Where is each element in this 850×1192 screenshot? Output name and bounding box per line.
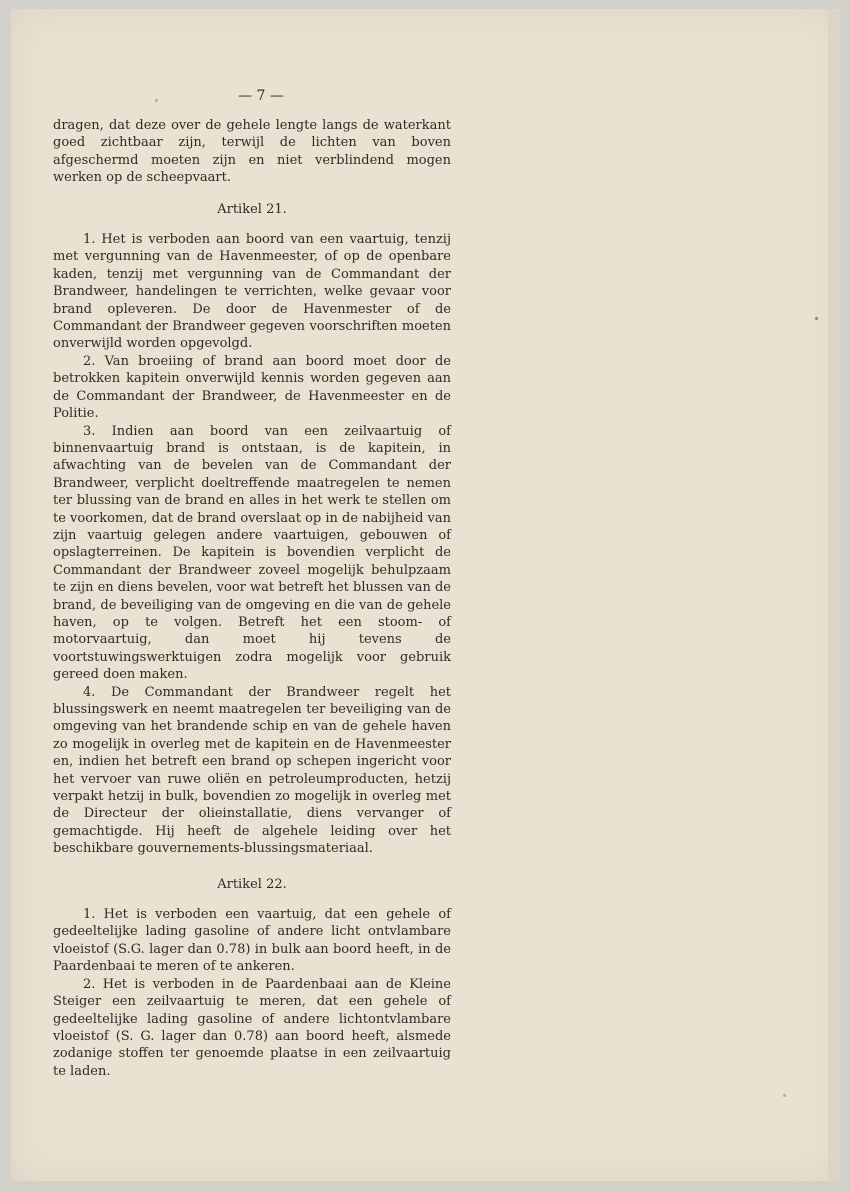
article-22-paragraph-1: 1. Het is verboden een vaartuig, dat een gehele of gedeeltelijke lading gasoline of andere licht ontvlambare vloeistof (S.G. lager dan 0.78) in bulk aan boord heeft, in de Paardenbaai te meren of te ankeren. (53, 907, 451, 975)
page-edge (828, 9, 840, 1181)
article-22-paragraph-2: 2. Het is verboden in de Paardenbaai aan de Kleine Steiger een zeilvaartuig te meren, dat een gehele of gedeeltelijke lading gasoline of andere lichtontvlambare vloeistof (S. G. lager dan 0.78) aan boord heeft, alsmede zodanige stoffen ter genoemde plaatse in een zeilvaartuig te laden. (53, 976, 451, 1079)
page-number: — 7 — (238, 88, 284, 104)
article-21-paragraph-4: 4. De Commandant der Brandweer regelt het blussingswerk en neemt maatregelen ter beveiliging van de omgeving van het brandende schip en van de gehele haven zo mogelijk in overleg met de kapitein en de Havenmeester en, indien het betreft een brand op schepen ingericht voor het vervoer van ruwe oliën en petroleumproducten, hetzij verpakt hetzij in bulk, bovendien zo mogelijk in overleg met de Directeur der olieinstallatie, diens vervanger of gemachtigde. Hij heeft de algehele leiding over het beschikbare gouvernements-blussingsmateriaal. (53, 684, 451, 857)
body-text (53, 117, 451, 1080)
article-22-heading: Artikel 22. (217, 876, 287, 892)
paper-speck (783, 1094, 786, 1097)
paper-speck (155, 99, 158, 102)
document-page (11, 9, 840, 1181)
article-21-paragraph-3: 3. Indien aan boord van een zeilvaartuig of binnenvaartuig brand is ontstaan, is de kapitein, in afwachting van de bevelen van de Commandant der Brandweer, verplicht doeltreffende maatregelen te nemen ter blussing van de brand en alles in het werk te stellen om te voorkomen, dat de brand overslaat op in de nabijheid van zijn vaartuig gelegen andere vaartuigen, gebouwen of opslagterreinen. De kapitein is bovendien verplicht de Commandant der Brandweer zoveel mogelijk behulpzaam te zijn en diens bevelen, voor wat betreft het blussen van de brand, de beveiliging van de omgeving en die van de gehele haven, op te volgen. Betreft het een stoom- of motorvaartuig, dan moet hij tevens de voortstuwingswerktuigen zodra mogelijk voor gebruik gereed doen maken. (53, 423, 452, 683)
paper-speck (815, 317, 818, 320)
intro-paragraph: dragen, dat deze over de gehele lengte langs de waterkant goed zichtbaar zijn, terwijl de lichten van boven afgeschermd moeten zijn en niet verblindend mogen werken op de scheepvaart. (53, 118, 451, 186)
article-21-heading: Artikel 21. (217, 201, 287, 217)
article-21-paragraph-1: 1. Het is verboden aan boord van een vaartuig, tenzij met vergunning van de Havenmeester, of op de openbare kaden, tenzij met vergunning van de Commandant der Brandweer, handelingen te verrichten, welke gevaar voor brand opleveren. De door de Havenmester of de Commandant der Brandweer gegeven voorschriften moeten onverwijld worden opgevolgd. (53, 232, 451, 352)
article-21-paragraph-2: 2. Van broeiing of brand aan boord moet door de betrokken kapitein onverwijld kennis worden gegeven aan de Commandant der Brandweer, de Havenmeester en de Politie. (53, 353, 451, 422)
